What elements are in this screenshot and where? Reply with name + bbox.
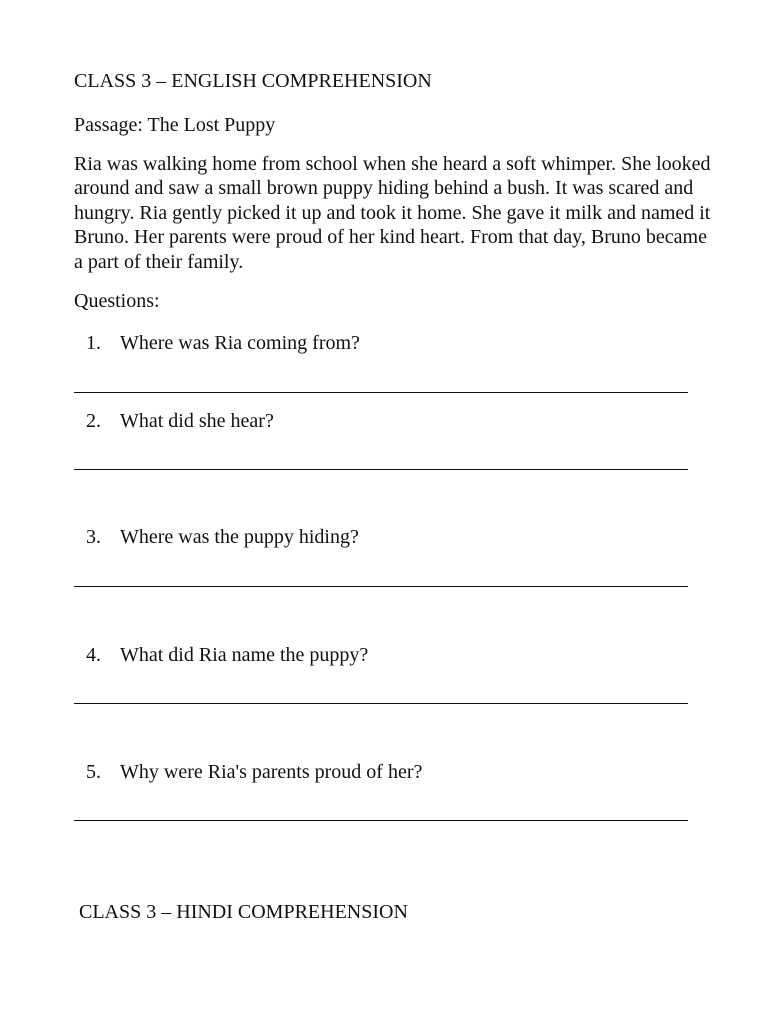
worksheet-title: CLASS 3 – ENGLISH COMPREHENSION <box>74 70 432 92</box>
question-number: 4. <box>86 644 101 666</box>
answer-line-4[interactable] <box>74 703 688 704</box>
question-text: Where was Ria coming from? <box>120 332 360 354</box>
passage-title: Passage: The Lost Puppy <box>74 114 276 136</box>
answer-line-3[interactable] <box>74 586 688 587</box>
question-2 <box>86 408 274 434</box>
question-1 <box>86 330 360 356</box>
question-number: 3. <box>86 526 101 548</box>
question-3 <box>86 524 359 550</box>
question-number: 5. <box>86 761 101 783</box>
question-number: 1. <box>86 332 101 354</box>
passage-text: Ria was walking home from school when she heard a soft whimper. She looked around and saw a small brown puppy hiding behind a bush. It was scared and hungry. Ria gently picked it up and took it home. She gave it milk and named it Bruno. Her parents were proud of her kind heart. From that day, Bruno became a part of their family. <box>74 153 711 273</box>
question-text: Why were Ria's parents proud of her? <box>120 761 423 783</box>
question-5 <box>86 759 422 785</box>
answer-line-1[interactable] <box>74 392 688 393</box>
questions-label: Questions: <box>74 290 160 312</box>
question-text: What did she hear? <box>120 410 274 432</box>
hindi-section-title: CLASS 3 – HINDI COMPREHENSION <box>79 901 408 923</box>
answer-line-2[interactable] <box>74 469 688 470</box>
answer-line-5[interactable] <box>74 820 688 821</box>
question-4 <box>86 642 368 668</box>
question-number: 2. <box>86 410 101 432</box>
question-text: Where was the puppy hiding? <box>120 526 359 548</box>
question-text: What did Ria name the puppy? <box>120 644 369 666</box>
